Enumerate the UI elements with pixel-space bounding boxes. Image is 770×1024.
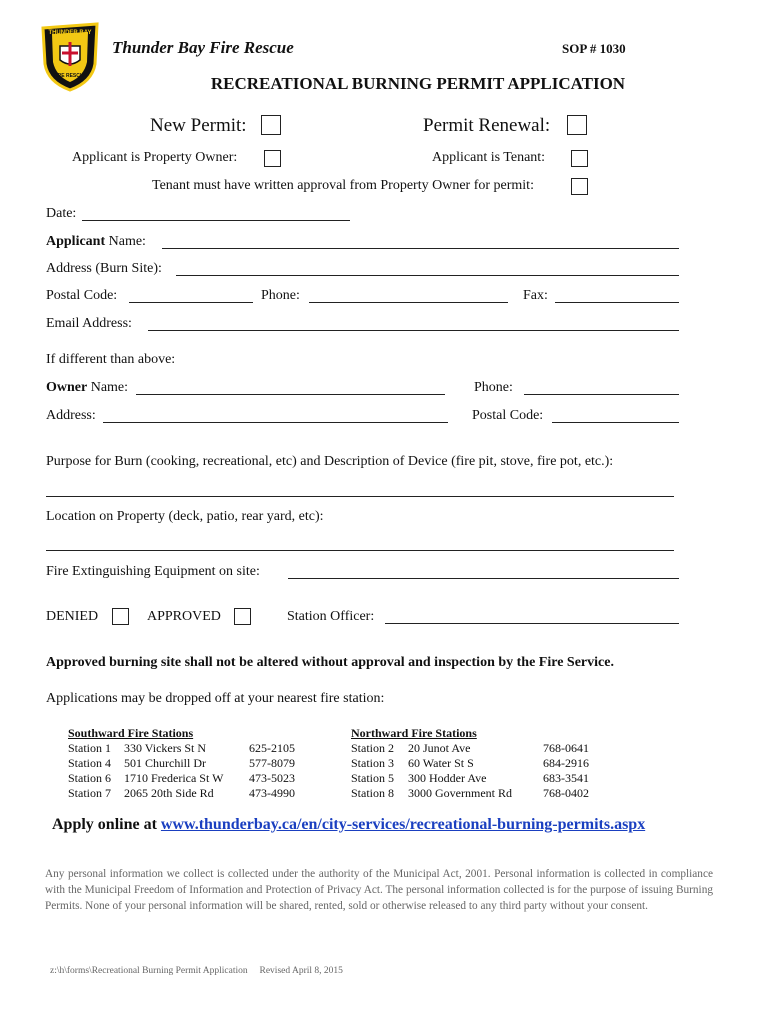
dropoff-note: Applications may be dropped off at your nearest fire station:: [46, 691, 385, 706]
address-label: Address (Burn Site):: [46, 261, 162, 276]
owner-postal-field[interactable]: [552, 422, 679, 423]
owner-name-field[interactable]: [136, 394, 445, 395]
address-field[interactable]: [176, 275, 679, 276]
postal-code-label: Postal Code:: [46, 288, 118, 303]
applicant-name-label: [46, 234, 146, 250]
list-item: [68, 786, 368, 801]
list-item: [351, 741, 651, 756]
station-address: 1710 Frederica St W: [124, 771, 224, 785]
station-number: Station 7: [68, 786, 112, 800]
new-permit-label: New Permit:: [150, 115, 247, 136]
station-phone: 768-0402: [543, 786, 589, 800]
station-officer-label: Station Officer:: [287, 609, 375, 624]
station-phone: 625-2105: [249, 741, 295, 755]
name-suffix: Name:: [105, 234, 146, 249]
if-different-label: If different than above:: [46, 352, 176, 367]
tenant-approval-checkbox[interactable]: [571, 178, 588, 195]
denied-checkbox[interactable]: [112, 608, 129, 625]
property-owner-checkbox[interactable]: [264, 150, 281, 167]
apply-online-link[interactable]: www.thunderbay.ca/en/city-services/recreational-burning-permits.aspx: [160, 816, 646, 833]
approved-checkbox[interactable]: [234, 608, 251, 625]
list-item: [351, 771, 651, 786]
location-field[interactable]: [46, 550, 674, 551]
fax-field[interactable]: [555, 302, 679, 303]
station-phone: 683-3541: [543, 771, 589, 785]
station-number: Station 4: [68, 756, 112, 770]
org-name: Thunder Bay Fire Rescue: [112, 38, 294, 57]
station-number: Station 3: [351, 756, 395, 770]
page-title: RECREATIONAL BURNING PERMIT APPLICATION: [210, 74, 626, 93]
applicant-name-field[interactable]: [162, 248, 679, 249]
list-item: [351, 756, 651, 771]
equipment-field[interactable]: [288, 578, 679, 579]
station-number: Station 1: [68, 741, 112, 755]
station-phone: 577-8079: [249, 756, 295, 770]
station-phone: 684-2916: [543, 756, 589, 770]
tenant-label: Applicant is Tenant:: [432, 150, 546, 165]
phone-label: Phone:: [261, 288, 300, 303]
permit-renewal-checkbox[interactable]: [567, 115, 587, 135]
owner-phone-field[interactable]: [524, 394, 679, 395]
apply-online: [52, 816, 645, 834]
station-address: 20 Junot Ave: [408, 741, 471, 755]
station-officer-field[interactable]: [385, 623, 679, 624]
station-phone: 768-0641: [543, 741, 589, 755]
owner-postal-label: Postal Code:: [472, 408, 544, 423]
form-path: z:\h\forms\Recreational Burning Permit Application: [50, 966, 248, 976]
owner-phone-label: Phone:: [474, 380, 513, 395]
svg-text:THUNDER BAY: THUNDER BAY: [48, 30, 92, 36]
station-address: 300 Hodder Ave: [408, 771, 487, 785]
phone-field[interactable]: [309, 302, 508, 303]
footer: [50, 966, 343, 976]
station-address: 2065 20th Side Rd: [124, 786, 214, 800]
email-field[interactable]: [148, 330, 679, 331]
applicant-bold: Applicant: [46, 234, 106, 249]
purpose-field[interactable]: [46, 496, 674, 497]
station-number: Station 8: [351, 786, 395, 800]
postal-code-field[interactable]: [129, 302, 253, 303]
approval-notice: Approved burning site shall not be altered without approval and inspection by the Fire Service.: [46, 655, 614, 670]
purpose-label: Purpose for Burn (cooking, recreational, etc) and Description of Device (fire pit, stove, fire pot, etc.):: [46, 454, 614, 469]
southward-title: Southward Fire Stations: [68, 726, 194, 740]
tenant-checkbox[interactable]: [571, 150, 588, 167]
property-owner-label: Applicant is Property Owner:: [72, 150, 238, 165]
station-address: 501 Churchill Dr: [124, 756, 206, 770]
owner-address-field[interactable]: [103, 422, 448, 423]
approved-label: APPROVED: [147, 609, 221, 624]
northward-title: Northward Fire Stations: [351, 726, 477, 740]
equipment-label: Fire Extinguishing Equipment on site:: [46, 564, 260, 579]
fax-label: Fax:: [523, 288, 548, 303]
svg-text:FIRE RESCUE: FIRE RESCUE: [53, 73, 87, 79]
list-item: [68, 741, 368, 756]
owner-bold: Owner: [46, 380, 88, 395]
station-number: Station 2: [351, 741, 395, 755]
list-item: [68, 756, 368, 771]
tenant-approval-label: Tenant must have written approval from Property Owner for permit:: [152, 178, 534, 193]
new-permit-checkbox[interactable]: [261, 115, 281, 135]
station-address: 3000 Government Rd: [408, 786, 512, 800]
sop-number: SOP # 1030: [562, 41, 626, 56]
denied-label: DENIED: [46, 609, 99, 624]
station-phone: 473-4990: [249, 786, 295, 800]
revision-date: Revised April 8, 2015: [259, 966, 343, 976]
station-number: Station 6: [68, 771, 112, 785]
station-address: 60 Water St S: [408, 756, 474, 770]
permit-renewal-label: Permit Renewal:: [423, 115, 551, 136]
apply-prefix: Apply online at: [52, 816, 161, 833]
station-number: Station 5: [351, 771, 395, 785]
email-label: Email Address:: [46, 316, 132, 331]
station-phone: 473-5023: [249, 771, 295, 785]
list-item: [68, 771, 368, 786]
date-label: Date:: [46, 206, 77, 221]
owner-name-label: [46, 380, 128, 396]
owner-address-label: Address:: [46, 408, 96, 423]
location-label: Location on Property (deck, patio, rear yard, etc):: [46, 509, 324, 524]
owner-name-suffix: Name:: [87, 380, 129, 395]
station-address: 330 Vickers St N: [124, 741, 207, 755]
privacy-statement: Any personal information we collect is collected under the authority of the Municipal Act, 2001. Personal information is collected in compliance with the Municipal Freedom of Information and Protection of Privacy Act. The personal information collected is for the purpose of issuing Burning Permits. None of your personal information will be shared, rented, sold or otherwise released to any third party without your consent.: [45, 868, 713, 912]
date-field[interactable]: [82, 220, 350, 221]
list-item: [351, 786, 651, 801]
